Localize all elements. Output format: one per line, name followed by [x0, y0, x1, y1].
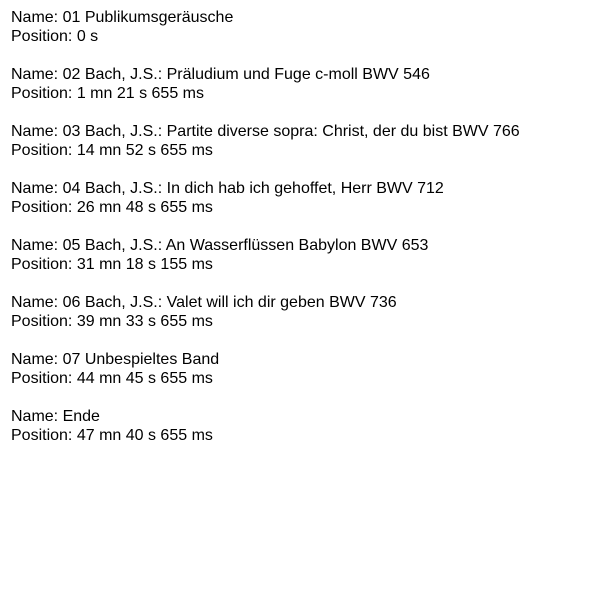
- chapter-name-line: [11, 122, 591, 141]
- chapter-name: 02 Bach, J.S.: Präludium und Fuge c-moll BWV 546: [62, 66, 430, 83]
- chapter-name: 03 Bach, J.S.: Partite diverse sopra: Christ, der du bist BWV 766: [62, 123, 520, 140]
- chapter-name-line: [11, 236, 591, 255]
- chapter-entry-1: [11, 8, 591, 46]
- chapter-name: Ende: [62, 408, 100, 425]
- chapter-position: 39 mn 33 s 655 ms: [76, 313, 213, 330]
- chapter-name: 04 Bach, J.S.: In dich hab ich gehoffet, Herr BWV 712: [62, 180, 444, 197]
- chapter-position: 44 mn 45 s 655 ms: [76, 370, 213, 387]
- chapter-entry-6: [11, 293, 591, 331]
- name-label: Name:: [11, 294, 59, 311]
- chapter-position-line: [11, 141, 591, 160]
- chapter-name: 01 Publikumsgeräusche: [62, 9, 234, 26]
- position-label: Position:: [11, 370, 73, 387]
- position-label: Position:: [11, 313, 73, 330]
- chapter-name-line: [11, 350, 591, 369]
- chapter-position-line: [11, 312, 591, 331]
- chapter-position-line: [11, 198, 591, 217]
- chapter-position: 14 mn 52 s 655 ms: [76, 142, 213, 159]
- chapter-entry-2: [11, 65, 591, 103]
- chapter-name-line: [11, 407, 591, 426]
- chapter-name: 06 Bach, J.S.: Valet will ich dir geben BWV 736: [62, 294, 397, 311]
- name-label: Name:: [11, 66, 59, 83]
- chapter-name-line: [11, 293, 591, 312]
- chapter-position: 0 s: [76, 28, 99, 45]
- chapter-entry-4: [11, 179, 591, 217]
- chapter-position-line: [11, 369, 591, 388]
- chapter-name-line: [11, 179, 591, 198]
- chapter-name-line: [11, 65, 591, 84]
- chapter-entry-3: [11, 122, 591, 160]
- name-label: Name:: [11, 237, 59, 254]
- chapter-entry-8: [11, 407, 591, 445]
- chapter-entry-7: [11, 350, 591, 388]
- name-label: Name:: [11, 9, 59, 26]
- position-label: Position:: [11, 256, 73, 273]
- name-label: Name:: [11, 180, 59, 197]
- chapter-name-line: [11, 8, 591, 27]
- position-label: Position:: [11, 199, 73, 216]
- chapter-name: 05 Bach, J.S.: An Wasserflüssen Babylon BWV 653: [62, 237, 429, 254]
- chapter-position-line: [11, 426, 591, 445]
- chapter-position: 47 mn 40 s 655 ms: [76, 427, 213, 444]
- chapter-position: 1 mn 21 s 655 ms: [76, 85, 204, 102]
- position-label: Position:: [11, 427, 73, 444]
- chapter-name: 07 Unbespieltes Band: [62, 351, 220, 368]
- chapter-position-line: [11, 255, 591, 274]
- chapter-position-line: [11, 27, 591, 46]
- chapter-list: [11, 8, 591, 464]
- name-label: Name:: [11, 408, 59, 425]
- chapter-position: 26 mn 48 s 655 ms: [76, 199, 213, 216]
- chapter-entry-5: [11, 236, 591, 274]
- name-label: Name:: [11, 123, 59, 140]
- position-label: Position:: [11, 28, 73, 45]
- chapter-position: 31 mn 18 s 155 ms: [76, 256, 213, 273]
- position-label: Position:: [11, 142, 73, 159]
- chapter-position-line: [11, 84, 591, 103]
- name-label: Name:: [11, 351, 59, 368]
- position-label: Position:: [11, 85, 73, 102]
